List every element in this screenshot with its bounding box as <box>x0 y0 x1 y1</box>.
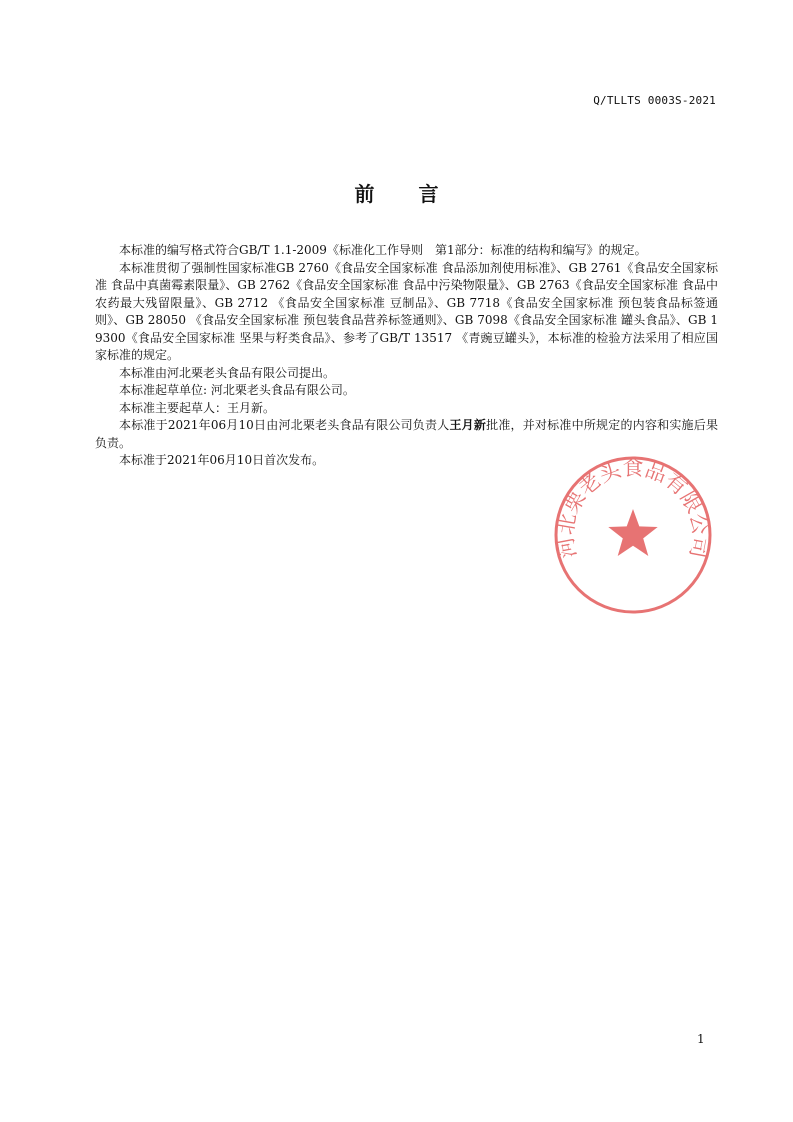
approval-text-before: 本标准于2021年06月10日由河北栗老头食品有限公司负责人 <box>119 418 450 432</box>
paragraph-proposer: 本标准由河北栗老头食品有限公司提出。 <box>119 365 336 380</box>
approval-text-after: 批准，并对标准中所规定的内容和实施后果负责。 <box>95 418 718 450</box>
company-seal <box>553 455 713 615</box>
paragraph-main-drafter: 本标准主要起草人：王月新。 <box>119 400 276 415</box>
page-title: 前言 <box>354 182 483 206</box>
seal-text: 河北栗老头食品有限公司 <box>553 456 713 561</box>
paragraph-drafting-unit: 本标准起草单位: 河北栗老头食品有限公司。 <box>119 383 355 397</box>
foreword-body <box>95 242 718 470</box>
standard-code: Q/TLLTS 0003S-2021 <box>593 94 716 107</box>
paragraph-format: 本标准的编写格式符合GB/T 1.1-2009《标准化工作导则 第1部分：标准的结构和编写》的规定。 <box>119 243 647 257</box>
paragraph-release: 本标准于2021年06月10日首次发布。 <box>119 453 325 467</box>
page-number: 1 <box>697 1032 705 1046</box>
approver-name: 王月新 <box>449 418 487 432</box>
paragraph-referenced-standards: 本标准贯彻了强制性国家标准GB 2760《食品安全国家标准 食品添加剂使用标准》、GB 2761《食品安全国家标准 食品中真菌霉素限量》、GB 2762《食品安全国家标准 食品中污染物限量》、GB 2763《食品安全国家标准 食品中农药最大残留限量》、GB 2712 《食品安全国家标准 豆制品》、GB 7718《食品安全国家标准 预包装食品标签通则》、GB 28050 《食品安全国家标准 预包装食品营养标签通则》、GB 7098《食品安全国家标准 罐头食品》、GB 19300《食品安全国家标准 坚果与籽类食品》、参考了GB/T 13517 《青豌豆罐头》，本标准的检验方法采用了相应国家标准的规定。 <box>95 260 718 362</box>
seal-ring <box>556 458 710 612</box>
paragraph-approval <box>95 417 718 452</box>
star-icon <box>608 509 657 556</box>
